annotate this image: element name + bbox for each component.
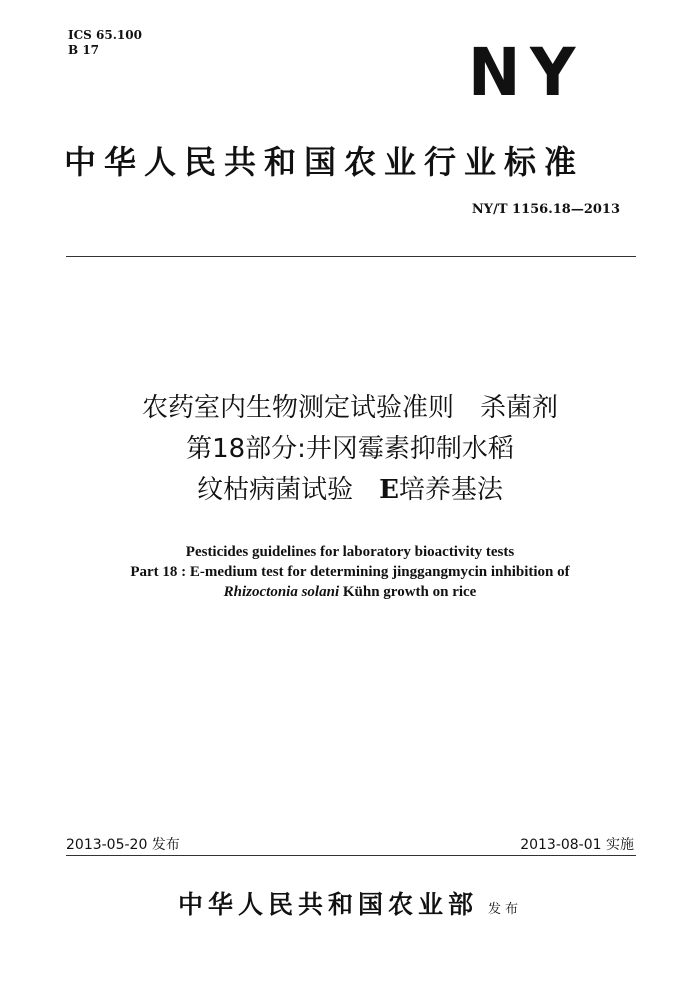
ccs-code: B 17 — [68, 43, 100, 57]
chinese-title-line-3-part-c: 培养基法 — [398, 475, 503, 505]
english-title-line-1: Pesticides guidelines for laboratory bioactivity tests — [185, 544, 515, 560]
species-name: Rhizoctonia solani — [223, 584, 340, 600]
standard-number: NY/T 1156.18—2013 — [471, 202, 620, 217]
chinese-title-line-3-part-a: 纹枯病菌试验 — [197, 475, 380, 505]
english-title-line-3-rest: Kühn growth on rice — [339, 584, 477, 600]
chinese-title-line-2: 第18部分:井冈霉素抑制水稻 — [186, 434, 514, 464]
implementation-date: 2013-08-01 实施 — [520, 837, 634, 853]
publisher-line — [0, 885, 700, 921]
chinese-title — [40, 388, 660, 511]
top-divider — [66, 256, 636, 257]
chinese-title-line-3 — [40, 470, 660, 511]
chinese-title-line-3-part-b: E — [379, 475, 399, 505]
classification-codes — [68, 28, 142, 58]
ny-logo: NY — [468, 34, 585, 111]
english-title-line-2: Part 18 : E-medium test for determining jinggangmycin inhibition of — [130, 564, 570, 580]
publisher-verb: 发布 — [488, 902, 523, 917]
publisher-org: 中华人民共和国农业部 — [177, 890, 478, 919]
bottom-divider — [66, 855, 636, 856]
standard-category-title: 中华人民共和国农业行业标准 — [64, 143, 585, 181]
english-title — [40, 542, 660, 602]
chinese-title-line-1: 农药室内生物测定试验准则 杀菌剂 — [141, 393, 558, 423]
english-title-line-3 — [40, 582, 660, 602]
issue-date: 2013-05-20 发布 — [66, 837, 180, 853]
ics-code: ICS 65.100 — [68, 28, 142, 42]
